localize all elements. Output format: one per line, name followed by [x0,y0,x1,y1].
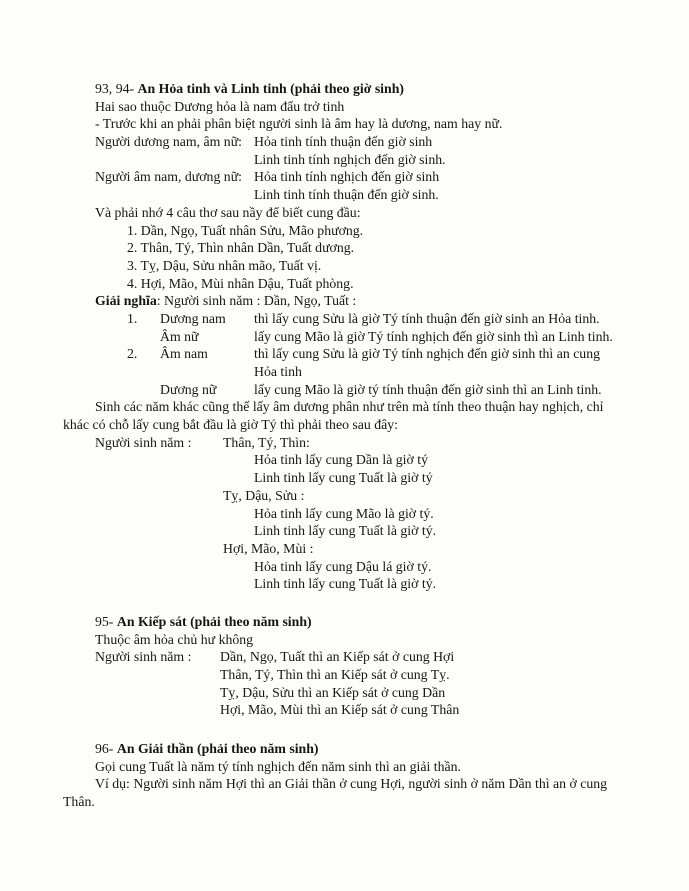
section-number: 96- [95,741,114,757]
section-title: An Giải thần (phải theo năm sinh) [116,741,319,757]
kiep-sat-rule: Hợi, Mão, Mùi thì an Kiếp sát ở cung Thân [220,702,460,718]
birth-year-row [0,649,689,667]
group-rule-row [0,506,689,524]
paragraph-line [0,417,689,435]
poem-line [0,258,689,276]
group-rule-text: Hỏa tinh lấy cung Mão là giờ tý. [254,505,434,521]
kiep-sat-rule: Thân, Tý, Thìn thì an Kiếp sát ở cung Tỵ. [220,667,450,682]
poem-line [0,223,689,241]
group-rule-row [0,452,689,470]
poem-intro [0,205,689,223]
kiep-sat-rule: Dần, Ngọ, Tuất thì an Kiếp sát ở cung Hợi [220,649,455,665]
section-93-94-heading-text [95,81,404,97]
birth-year-label: Người sinh năm : [95,434,192,450]
poem-text: 2. Thân, Tý, Thìn nhân Dần, Tuất dương. [127,240,355,256]
item-desc: thì lấy cung Sửu là giờ Tý tính nghịch đến giờ sinh thì an cung [254,346,601,362]
group-rule-text: Hỏa tinh lấy cung Dậu lá giờ tý. [254,558,432,574]
paragraph-text: khác có chỗ lấy cung bắt đầu là giờ Tý thì phải theo sau đây: [63,417,399,433]
group-rule-text: Linh tinh lấy cung Tuất là giờ tý [254,470,433,486]
intro-text: Thuộc âm hỏa chủ hư không [95,631,254,647]
explain-item-row [0,329,689,347]
group-rule-row [0,576,689,594]
group-rule-row [0,559,689,577]
paragraph-line [0,776,689,794]
year-group-head: Tỵ, Dậu, Sửu : [223,487,305,503]
poem-text: 3. Tỵ, Dậu, Sửu nhân mão, Tuất vị. [127,257,322,273]
group-rule-text: Linh tinh lấy cung Tuất là giờ tý. [254,523,437,539]
group-rule-text: Hỏa tinh lấy cung Dần là giờ tý [254,452,428,468]
section-93-94-heading [0,81,689,99]
intro-line [0,632,689,650]
item-name: Âm nam [160,346,208,362]
paragraph-text: Thân. [63,794,95,810]
kiep-sat-rule-row [0,685,689,703]
section-gap [0,594,689,614]
section-96-heading [0,741,689,759]
section-96-heading-text [95,741,319,757]
giai-nghia-text [95,293,356,309]
item-number: 1. [127,310,138,326]
item-desc: lấy cung Mão là giờ tý tính thuận đến giờ sinh thì an Linh tinh. [254,381,602,397]
explain-item-row [0,364,689,382]
item-name: Dương nữ [160,381,217,397]
rule-label: Người dương nam, âm nữ: [95,134,243,150]
rule-row [0,169,689,187]
paragraph-line [0,399,689,417]
kiep-sat-rule: Tỵ, Dậu, Sửu thì an Kiếp sát ở cung Dần [220,684,446,700]
intro-text: - Trước khi an phải phân biệt người sinh là âm hay là dương, nam hay nữ. [95,116,503,132]
rule-text: Linh tinh tính nghịch đến giờ sinh. [254,151,446,167]
item-name: Âm nữ [160,328,199,344]
item-desc: thì lấy cung Sửu là giờ Tý tính thuận đến giờ sinh an Hỏa tinh. [254,310,600,326]
poem-text: 1. Dần, Ngọ, Tuất nhân Sửu, Mão phương. [127,222,364,238]
paragraph-line [0,794,689,812]
document-content [0,81,689,812]
section-95-heading [0,614,689,632]
intro-line [0,99,689,117]
paragraph-text: Gọi cung Tuất là năm tý tính nghịch đến năm sinh thì an giải thần. [95,758,461,774]
year-group-head: Hợi, Mão, Mùi : [223,540,314,556]
paragraph-text: Sinh các năm khác cũng thế lấy âm dương phân như trên mà tính theo thuận hay nghịch, chỉ [95,399,604,415]
explain-item-row [0,346,689,364]
paragraph-text: Ví dụ: Người sinh năm Hợi thì an Giải thần ở cung Hợi, người sinh ở năm Dần thì an ở cung [95,776,608,792]
group-rule-text: Linh tinh lấy cung Tuất là giờ tý. [254,576,437,592]
group-rule-row [0,470,689,488]
intro-line [0,116,689,134]
rule-row [0,152,689,170]
year-group-row [0,541,689,559]
rule-text: Hỏa tinh tính thuận đến giờ sinh [254,134,433,150]
section-number: 93, 94- [95,81,135,96]
poem-line [0,240,689,258]
poem-text: 4. Hợi, Mão, Mùi nhân Dậu, Tuất phòng. [127,275,354,291]
rule-label: Người âm nam, dương nữ: [95,169,243,185]
section-title: An Kiếp sát (phải theo năm sinh) [116,613,312,629]
section-gap [0,720,689,741]
rule-row [0,187,689,205]
item-desc: Hỏa tinh [254,364,302,379]
giai-nghia-rest: : Người sinh năm : Dần, Ngọ, Tuất : [156,293,357,309]
explain-item-row [0,311,689,329]
section-95-heading-text [95,614,312,630]
rule-text: Hỏa tinh tính nghịch đến giờ sinh [254,169,440,185]
paragraph-line [0,759,689,777]
intro-text: Hai sao thuộc Dương hỏa là nam đẩu trở tinh [95,98,345,114]
year-group-head: Thân, Tý, Thìn: [223,434,310,450]
rule-text: Linh tinh tính thuận đến giờ sinh. [254,187,439,203]
birth-year-label: Người sinh năm : [95,649,192,665]
item-number: 2. [127,346,138,362]
kiep-sat-rule-row [0,702,689,720]
giai-nghia-label: Giải nghĩa [95,293,157,309]
section-number: 95- [95,613,114,629]
kiep-sat-rule-row [0,667,689,685]
poem-line [0,276,689,294]
poem-intro-text: Và phải nhớ 4 câu thơ sau nầy để biết cung đầu: [95,204,361,220]
year-group-row [0,488,689,506]
birth-year-row [0,435,689,453]
explain-item-row [0,382,689,400]
item-name: Dương nam [160,310,226,326]
section-title: An Hỏa tinh và Linh tinh (phải theo giờ sinh) [137,81,404,96]
item-desc: lấy cung Mão là giờ Tý tính nghịch đến giờ sinh thì an Linh tinh. [254,328,613,344]
group-rule-row [0,523,689,541]
giai-nghia-line [0,293,689,311]
rule-row [0,134,689,152]
